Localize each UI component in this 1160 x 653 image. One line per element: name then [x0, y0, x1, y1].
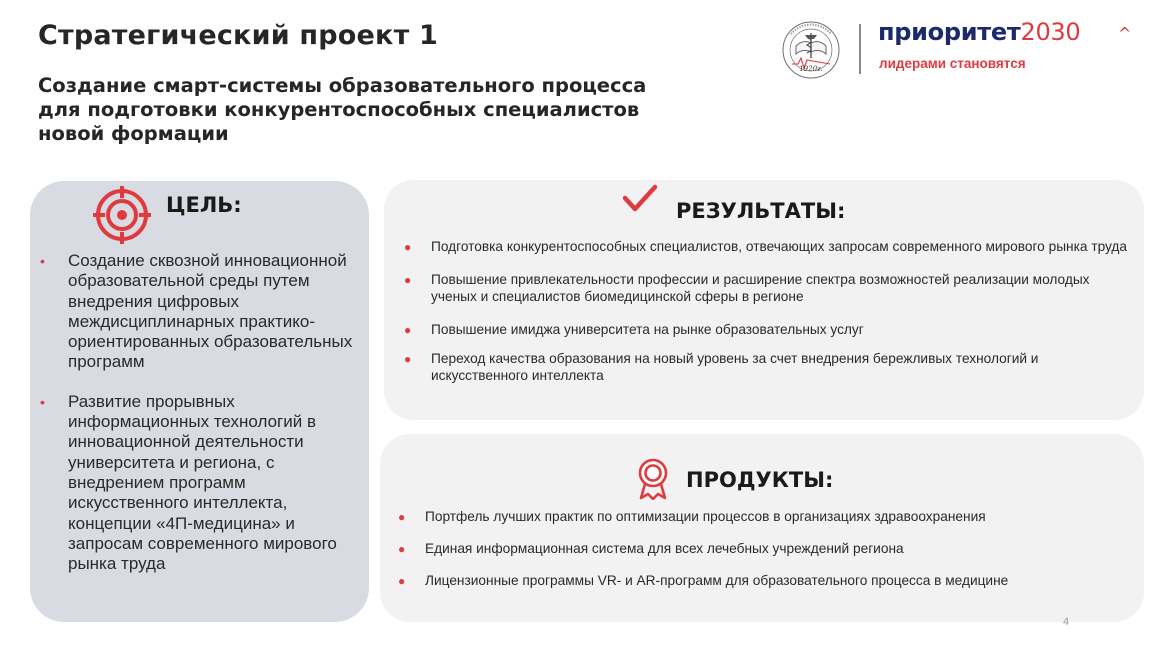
bullet-icon: ● — [404, 273, 412, 287]
bullet-icon: • — [40, 253, 45, 269]
bullet-icon: ● — [404, 323, 412, 337]
products-item — [398, 540, 1138, 557]
bullet-icon: ● — [398, 510, 406, 524]
logo-divider — [859, 24, 861, 74]
page-number: 4 — [1063, 616, 1070, 628]
brand-slogan: лидерами становятся — [879, 56, 1026, 71]
products-heading: ПРОДУКТЫ: — [686, 468, 834, 492]
products-item — [398, 508, 1138, 525]
products-item — [398, 572, 1138, 589]
checkmark-icon — [622, 184, 658, 216]
bullet-icon: ● — [404, 240, 412, 254]
results-list — [404, 238, 1134, 384]
goal-item — [40, 392, 360, 575]
results-item — [404, 321, 1134, 338]
products-item-text: Лицензионные программы VR- и AR-программ для образовательного процесса в медицине — [425, 573, 1009, 588]
goal-item — [40, 251, 360, 373]
results-item-text: Подготовка конкурентоспособных специалистов, отвечающих запросам современного мирового рынка труда — [431, 239, 1128, 254]
products-item-text: Единая информационная система для всех лечебных учреждений региона — [425, 541, 904, 556]
brand-year: 2030 — [1020, 18, 1081, 46]
products-item-text: Портфель лучших практик по оптимизации процессов в организациях здравоохранения — [425, 509, 986, 524]
goal-heading: ЦЕЛЬ: — [166, 193, 242, 217]
page-subtitle: Создание смарт-системы образовательного процесса для подготовки конкурентоспособных специалистов новой формации — [38, 74, 647, 145]
bullet-icon: ● — [404, 352, 412, 366]
goal-item-text: Создание сквозной инновационной образовательной среды путем внедрения цифровых междисциплинарных практико-ориентированных образовательных программ — [68, 251, 353, 372]
products-list — [398, 508, 1138, 604]
page-title: Стратегический проект 1 — [38, 20, 439, 51]
goal-item-text: Развитие прорывных информационных технологий в инновационной деятельности университета и региона, с внедрением программ искусственного интеллекта, концепции «4П-медицина» и запросам современного мирового рынка труда — [68, 391, 337, 574]
bullet-icon: ● — [398, 574, 406, 588]
goal-list — [40, 251, 360, 593]
results-item-text: Повышение имиджа университета на рынке образовательных услуг — [431, 322, 864, 337]
university-seal-logo — [778, 20, 844, 80]
results-item — [404, 271, 1134, 305]
results-item — [404, 350, 1134, 384]
seal-year-text: 1920г. — [799, 65, 823, 73]
priority-2030-logo — [878, 18, 1080, 46]
bullet-icon: • — [40, 393, 45, 410]
results-heading: РЕЗУЛЬТАТЫ: — [676, 199, 846, 223]
results-item-text: Переход качества образования на новый уровень за счет внедрения бережливых технологий и искусственного интеллекта — [431, 351, 1039, 383]
target-icon — [92, 185, 152, 245]
results-item — [404, 238, 1134, 255]
brand-mark: ^ — [1118, 24, 1132, 43]
bullet-icon: ● — [398, 542, 406, 556]
brand-name: приоритет — [878, 18, 1021, 46]
results-item-text: Повышение привлекательности профессии и расширение спектра возможностей реализации молодых ученых и специалистов биомедицинской сферы в регионе — [431, 272, 1090, 304]
award-icon — [636, 458, 670, 500]
